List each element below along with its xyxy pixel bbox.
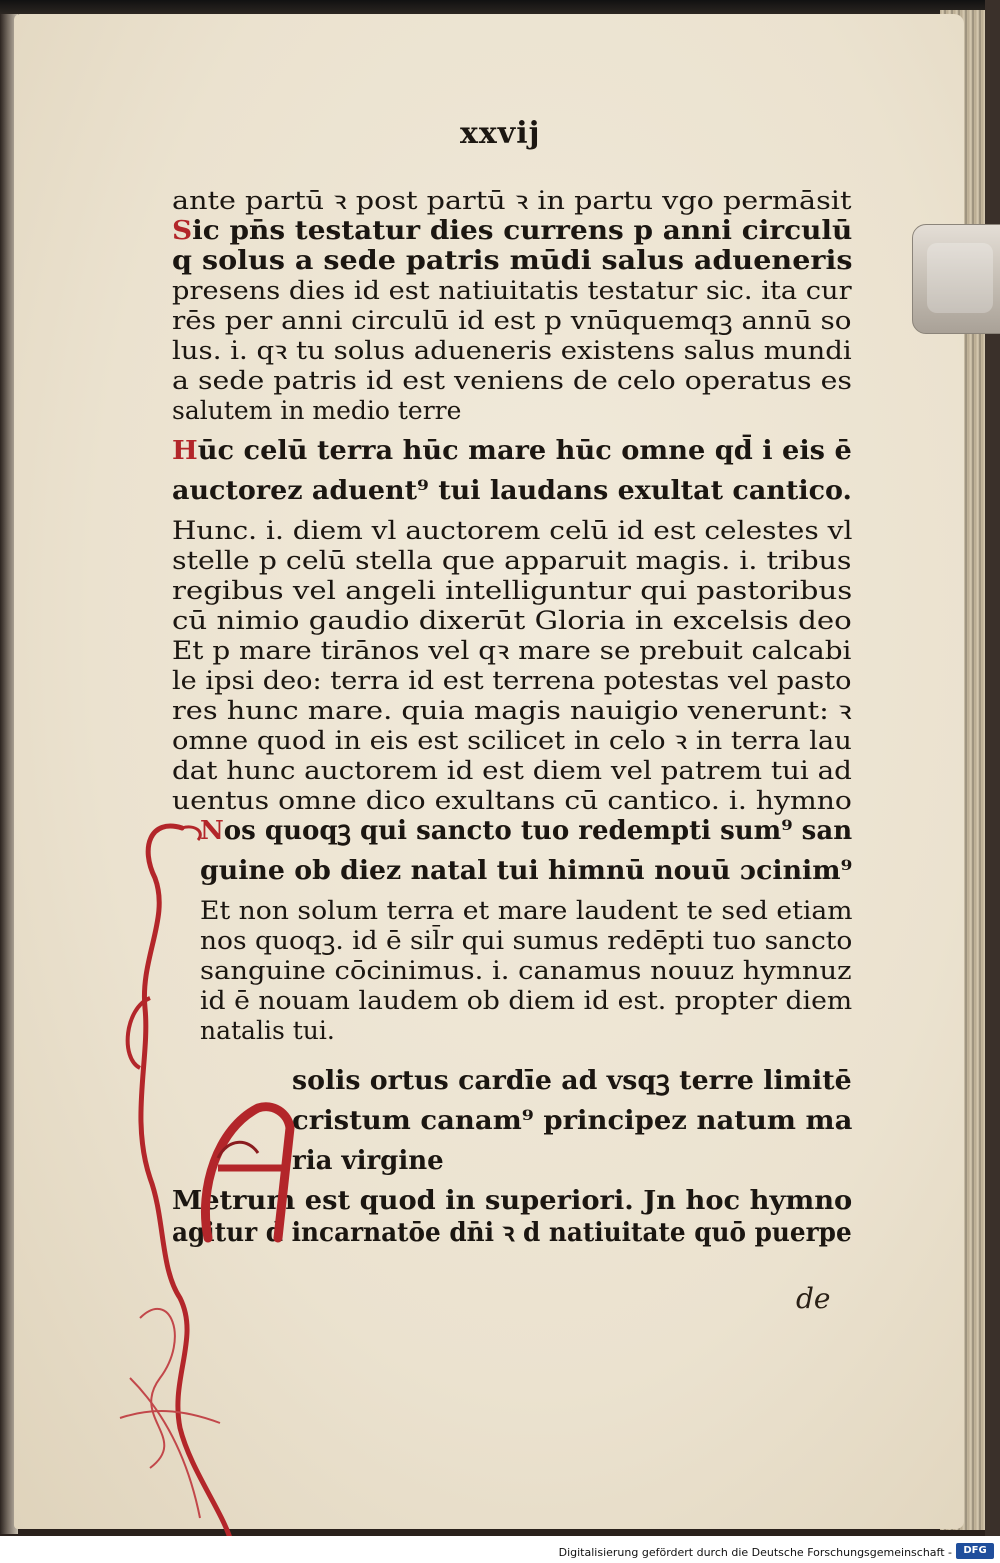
line-text: res hunc mare. quia magis nauigio venerunt: ꝛ [172,696,852,725]
line-text: natalis tui. [200,1016,335,1045]
line-text: ante partū ꝛ post partū ꝛ in partu vgo permāsit [172,186,852,215]
catchword: de [796,1282,831,1315]
text-line [172,186,851,216]
line-text: cū nimio gaudio dixerūt Gloria in excelsis deo [172,606,852,635]
line-text: Metrum est quod in superiori. Jn hoc hymno [172,1186,853,1216]
line-text: ūc celū terra hūc mare hūc omne qd̄ i eis ē [197,436,852,466]
line-text: agitur d incarnatōe dn̄i ꝛ d natiuitate quō puerpe [172,1218,852,1248]
text-line [172,216,852,246]
folio-number: xxvij [460,116,541,151]
line-text: Et non solum terra et mare laudent te sed etiam [200,896,853,925]
text-line [172,246,852,276]
line-text: Hunc. i. diem vl auctorem celū id est celestes vl [172,516,853,545]
rubricated-initial: S [172,216,193,246]
text-line [172,336,852,366]
line-text: id ē nouam laudem ob diem id est. propter diem [200,986,853,1015]
text-line [172,366,852,396]
line-text: solis ortus cardīe ad vsqꝫ terre limitē [292,1066,852,1096]
line-text: q solus a sede patris mūdi salus adueneris [172,246,853,276]
line-text: guine ob diez natal tui himnū nouū ɔcinim⁹ [200,856,853,886]
line-text: dat hunc auctorem id est diem vel patrem tui ad [172,756,852,785]
text-line [172,726,852,756]
line-text: uentus omne dico exultans cū cantico. i. hymno [172,786,852,815]
line-text: nos quoqꝫ. id ē sil̄r qui sumus redēpti tuo sancto [200,926,853,955]
text-line [292,1146,444,1176]
line-text: salutem in medio terre [172,396,462,425]
line-text: le ipsi deo: terra id est terrena potestas vel pasto [172,666,852,695]
rubricated-initial: N [200,816,224,846]
text-line [172,666,851,696]
line-text: ria virgine [292,1146,444,1176]
line-text: rēs per anni circulū id est p vnūquemqꝫ annū so [172,306,852,335]
text-line [172,696,852,726]
text-line [292,1106,852,1136]
line-text: omne quod in eis est scilicet in celo ꝛ in terra lau [172,726,852,755]
text-line [200,896,852,926]
rubricated-initial: H [172,436,198,466]
text-line [172,436,852,466]
text-line [200,986,852,1016]
line-text: os quoqꝫ qui sancto tuo redempti sum⁹ san [223,816,853,846]
decorated-initial-a [178,1098,308,1248]
text-line [172,786,852,816]
line-text: lus. i. qꝛ tu solus adueneris existens salus mundi [172,336,852,365]
book-clip [912,224,1000,334]
text-line [172,276,852,306]
text-line [172,606,852,636]
text-line [172,576,852,606]
funding-credit: Digitalisierung gefördert durch die Deutsche Forschungsgemeinschaft - [558,1546,952,1559]
line-text: Et p mare tirānos vel qꝛ mare se prebuit calcabi [172,636,852,665]
line-text: presens dies id est natiuitatis testatur sic. ita cur [172,276,852,305]
line-text: regibus vel angeli intelliguntur qui pastoribus [172,576,853,605]
text-line [172,636,851,666]
text-line [200,956,852,986]
text-line [172,306,852,336]
text-line [172,546,852,576]
line-text: a sede patris id est veniens de celo operatus es [172,366,852,395]
text-line [200,816,852,846]
line-text: stelle p celū stella que apparuit magis. i. tribus [172,546,852,575]
line-text: cristum canam⁹ principez natum ma [292,1106,853,1136]
line-text: sanguine cōcinimus. i. canamus nouuz hymnuz [200,956,852,985]
text-line [292,1066,852,1096]
text-line [200,926,852,956]
dfg-logo: DFG [956,1543,994,1559]
text-line [172,476,852,506]
text-line [172,516,852,546]
text-line [172,756,852,786]
text-line [172,396,461,426]
line-text: auctorez aduent⁹ tui laudans exultat cantico. [172,476,852,506]
line-text: ic pn̄s testatur dies currens p anni circulū [192,216,853,246]
text-line [200,856,852,886]
